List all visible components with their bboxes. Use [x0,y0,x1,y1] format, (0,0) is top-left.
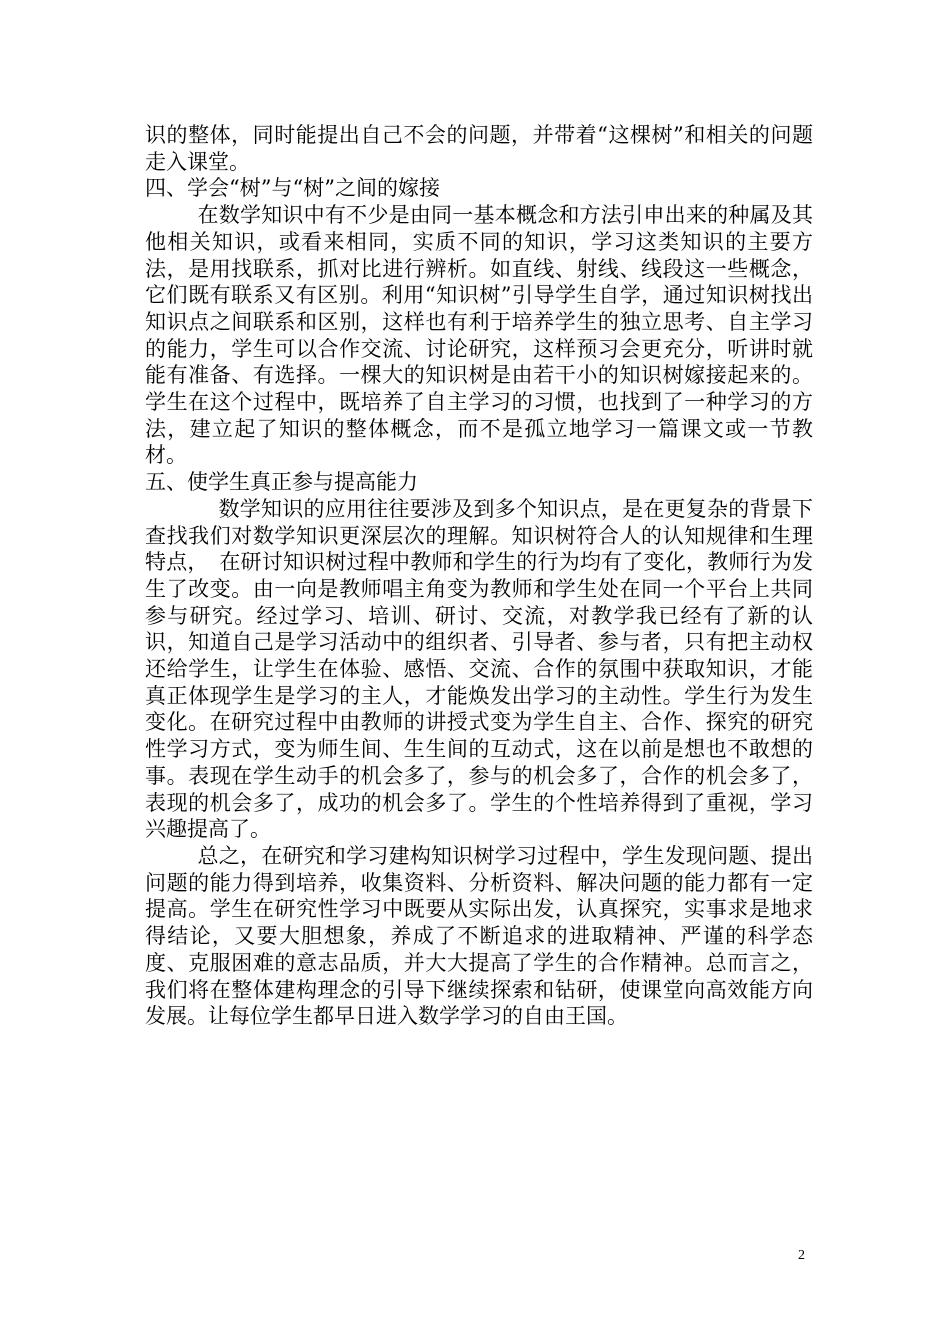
section-5-heading: 五、使学生真正参与提高能力 [145,470,418,495]
section-4-paragraph: 在数学知识中有不少是由同一基本概念和方法引申出来的种属及其他相关知识，或看来相同，实质不同的知识，学习这类知识的主要方法，是用找联系，抓对比进行辨析。如直线、射线、线段这一些概念，它们既有联系又有区别。利用“知识树”引导学生自学，通过知识树找出知识点之间联系和区别，这样也有利于培养学生的独立思考、自主学习的能力，学生可以合作交流、讨论研究，这样预习会更充分，听讲时就能有准备、有选择。一棵大的知识树是由若干小的知识树嫁接起来的。学生在这个过程中，既培养了自主学习的习惯，也找到了一种学习的方法，建立起了知识的整体概念，而不是孤立地学习一篇课文或一节教材。 [145,203,813,468]
conclusion-paragraph: 总之，在研究和学习建构知识树学习过程中，学生发现问题、提出问题的能力得到培养，收集资料、分析资料、解决问题的能力都有一定提高。学生在研究性学习中既要从实际出发，认真探究，实事求是地求得结论，又要大胆想象，养成了不断追求的进取精神、严谨的科学态度、克服困难的意志品质，并大大提高了学生的合作精神。总而言之，我们将在整体建构理念的引导下继续探索和钻研，使课堂向高效能方向发展。让每位学生都早日进入数学学习的自由王国。 [145,843,813,1029]
document-body [145,122,813,1030]
continuation-paragraph: 识的整体，同时能提出自己不会的问题，并带着“这棵树”和相关的问题走入课堂。 [145,123,813,174]
section-5-paragraph: 数学知识的应用往往要涉及到多个知识点，是在更复杂的背景下查找我们对数学知识更深层次的理解。知识树符合人的认知规律和生理特点， 在研讨知识树过程中教师和学生的行为均有了变化，教师行为发生了改变。由一向是教师唱主角变为教师和学生处在同一个平台上共同参与研究。经过学习、培训、研讨、交流，对教学我已经有了新的认识，知道自己是学习活动中的组织者、引导者、参与者，只有把主动权还给学生，让学生在体验、感悟、交流、合作的氛围中获取知识，才能真正体现学生是学习的主人，才能焕发出学习的主动性。学生行为发生变化。在研究过程中由教师的讲授式变为学生自主、合作、探究的研究性学习方式，变为师生间、生生间的互动式，这在以前是想也不敢想的事。表现在学生动手的机会多了，参与的机会多了，合作的机会多了，表现的机会多了，成功的机会多了。学生的个性培养得到了重视，学习兴趣提高了。 [145,496,813,842]
page-number: 2 [798,1248,805,1263]
section-4-heading: 四、学会“树”与“树”之间的嫁接 [145,176,440,201]
